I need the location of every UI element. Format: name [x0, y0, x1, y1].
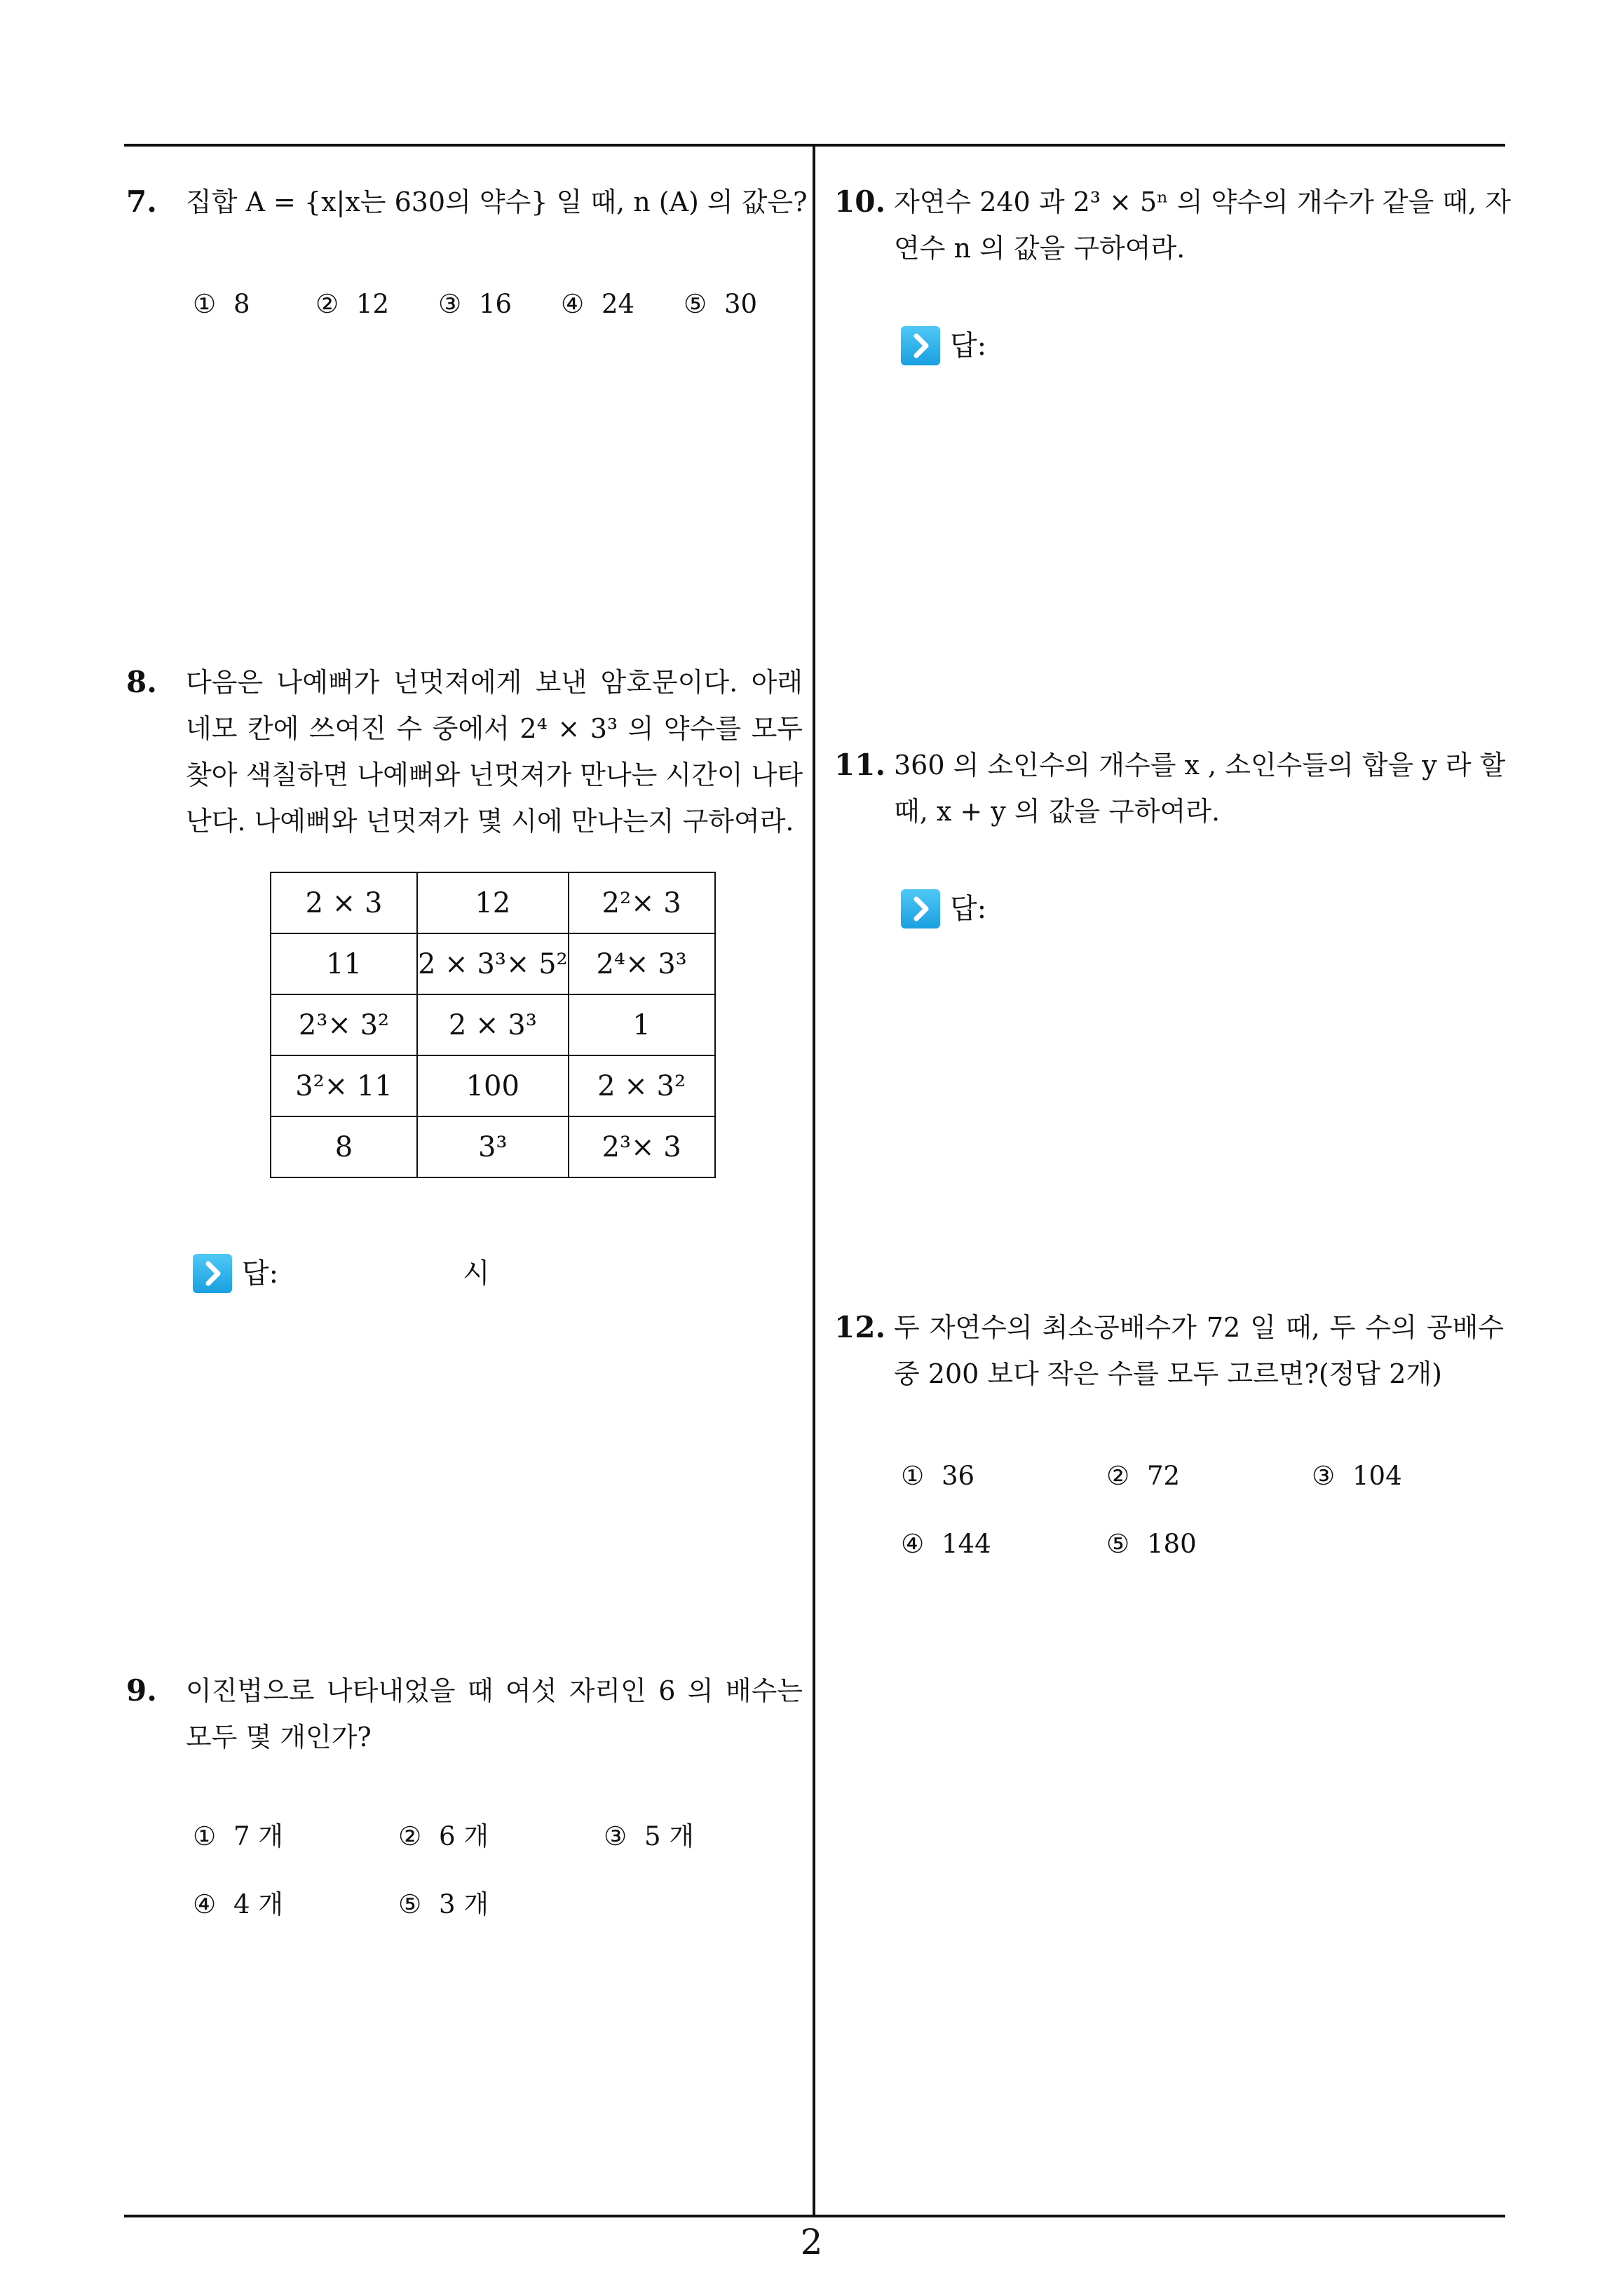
question-10 [834, 179, 1511, 277]
choice[interactable]: ③ 104 [1312, 1461, 1402, 1491]
table-cell[interactable]: 2³× 3² [271, 994, 417, 1055]
question-line: 중 200 보다 작은 수를 모두 고르면?(정답 2개) [894, 1358, 1442, 1389]
choices-q12 [901, 1461, 1504, 1566]
table-cell[interactable]: 3²× 11 [271, 1055, 417, 1116]
answer-label: 답: [950, 330, 987, 362]
cipher-table [270, 872, 716, 1178]
choice[interactable]: ⑤ 30 [684, 289, 758, 319]
question-line: 난다. 나예뻐와 넌멋져가 몇 시에 만나는지 구하여라. [186, 806, 794, 837]
question-text [894, 1304, 1504, 1397]
answer-q11[interactable] [901, 889, 1322, 931]
question-line: 연수 n 의 값을 구하여라. [894, 233, 1186, 264]
choice[interactable]: ④ 4 개 [193, 1889, 284, 1919]
table-cell[interactable]: 1 [569, 994, 715, 1055]
table-cell[interactable]: 2 × 3² [569, 1055, 715, 1116]
question-number: 10. [834, 184, 886, 219]
table-cell[interactable]: 2 × 3³× 5² [417, 933, 569, 994]
choice[interactable]: ② 12 [315, 289, 390, 319]
question-number: 7. [126, 184, 157, 219]
question-number: 9. [126, 1673, 157, 1708]
answer-label: 답: [242, 1257, 279, 1290]
question-text [186, 659, 803, 844]
table-cell[interactable]: 12 [417, 872, 569, 933]
question-line: 360 의 소인수의 개수를 x , 소인수들의 합을 y 라 할 [894, 750, 1506, 781]
answer-q8[interactable] [193, 1254, 684, 1296]
table-row [271, 933, 715, 994]
choice[interactable]: ④ 144 [901, 1529, 991, 1559]
table-cell[interactable]: 2³× 3 [569, 1116, 715, 1177]
table-row [271, 1116, 715, 1177]
question-line: 이진법으로 나타내었을 때 여섯 자리인 6 의 배수는 [186, 1675, 803, 1706]
choice[interactable]: ⑤ 3 개 [398, 1889, 489, 1919]
chevron-right-icon [193, 1254, 232, 1293]
table-row [271, 994, 715, 1055]
question-8 [126, 659, 806, 849]
choice[interactable]: ④ 24 [561, 289, 635, 319]
choice[interactable]: ⑤ 180 [1106, 1529, 1197, 1559]
choice[interactable]: ① 8 [193, 289, 250, 319]
question-text [186, 179, 808, 225]
question-line: 두 자연수의 최소공배수가 72 일 때, 두 수의 공배수 [894, 1312, 1504, 1343]
chevron-right-icon [901, 326, 940, 365]
question-line: 집합 A = {x|x는 630의 약수} 일 때, n (A) 의 값은? [186, 187, 808, 217]
table-cell[interactable]: 2⁴× 3³ [569, 933, 715, 994]
choice[interactable]: ② 6 개 [398, 1821, 489, 1851]
choice[interactable]: ③ 5 개 [604, 1821, 695, 1851]
table-cell[interactable]: 3³ [417, 1116, 569, 1177]
table-cell[interactable]: 2 × 3³ [417, 994, 569, 1055]
answer-label: 답: [950, 893, 987, 925]
table-cell[interactable]: 2 × 3 [271, 872, 417, 933]
column-divider [813, 144, 815, 2217]
question-number: 11. [834, 748, 886, 782]
choice[interactable]: ① 36 [901, 1461, 975, 1491]
answer-unit: 시 [463, 1257, 490, 1290]
table-cell[interactable]: 100 [417, 1055, 569, 1116]
table-cell[interactable]: 11 [271, 933, 417, 994]
bottom-rule [124, 2215, 1505, 2217]
table-cell[interactable]: 2²× 3 [569, 872, 715, 933]
question-line: 때, x + y 의 값을 구하여라. [894, 796, 1221, 827]
chevron-right-icon [901, 889, 940, 928]
question-number: 8. [126, 665, 157, 699]
question-number: 12. [834, 1310, 886, 1344]
question-line: 네모 칸에 쓰여진 수 중에서 2⁴ × 3³ 의 약수를 모두 [186, 713, 803, 744]
choices-q9 [193, 1815, 810, 1920]
choice[interactable]: ② 72 [1106, 1461, 1181, 1491]
question-line: 모두 몇 개인가? [186, 1722, 372, 1753]
question-9 [126, 1668, 806, 1766]
table-row [271, 1055, 715, 1116]
choice[interactable]: ③ 16 [438, 289, 512, 319]
question-line: 다음은 나예뻐가 넌멋져에게 보낸 암호문이다. 아래 [186, 667, 803, 698]
choice[interactable]: ① 7 개 [193, 1821, 284, 1851]
question-line: 찾아 색칠하면 나예뻐와 넌멋져가 만나는 시간이 나타 [186, 759, 803, 790]
page-number: 2 [800, 2222, 823, 2262]
answer-q10[interactable] [901, 326, 1322, 368]
question-text [186, 1668, 803, 1760]
question-12 [834, 1304, 1507, 1403]
table-cell[interactable]: 8 [271, 1116, 417, 1177]
table-row [271, 872, 715, 933]
question-text [894, 742, 1504, 835]
question-text [894, 179, 1511, 271]
question-line: 자연수 240 과 2³ × 5ⁿ 의 약수의 개수가 같을 때, 자 [894, 187, 1511, 217]
question-11 [834, 742, 1507, 840]
